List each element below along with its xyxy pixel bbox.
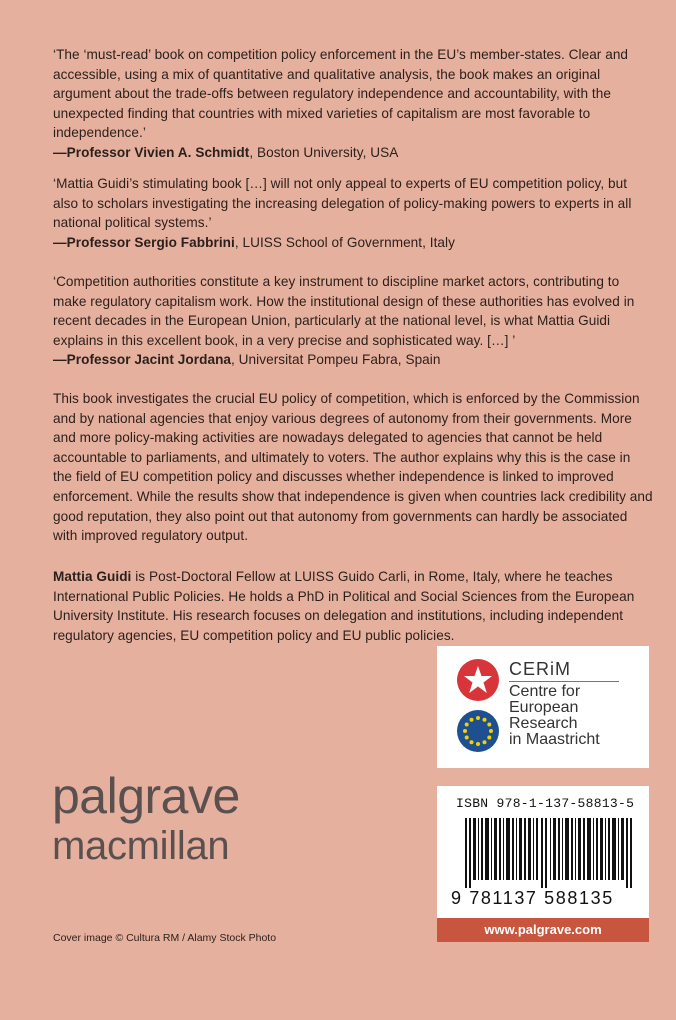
publisher-url[interactable]: www.palgrave.com bbox=[437, 918, 649, 942]
quote-author: —Professor Sergio Fabbrini bbox=[53, 234, 235, 250]
quote-text: ‘Mattia Guidi’s stimulating book […] will not only appeal to experts of EU competition policy, but also to scholars investigating the increasing delegation of policy-making powers to experts in all national political systems.’ bbox=[53, 176, 632, 231]
barcode-number: 9 781137 588135 bbox=[451, 888, 614, 908]
quote-attribution bbox=[53, 143, 653, 163]
publisher-line-1: palgrave bbox=[52, 768, 240, 824]
quote-author: —Professor Vivien A. Schmidt bbox=[53, 144, 250, 160]
cerim-brand: CERiM bbox=[509, 659, 571, 679]
cerim-logo bbox=[437, 646, 649, 768]
cover-image-credit: Cover image © Cultura RM / Alamy Stock Photo bbox=[53, 932, 277, 944]
eu-stars-icon bbox=[457, 710, 499, 752]
bio-text: is Post-Doctoral Fellow at LUISS Guido Carli, in Rome, Italy, where he teaches International Public Policies. He holds a PhD in Political and Social Sciences from the European University Institute. His research focuses on delegation and institutions, including independent regulatory agencies, EU competition policy and EU public policies. bbox=[53, 569, 635, 643]
cerim-line-4: in Maastricht bbox=[509, 731, 600, 748]
red-star-icon bbox=[457, 659, 499, 701]
quote-affiliation: , Universitat Pompeu Fabra, Spain bbox=[231, 352, 441, 368]
quote-fabbrini bbox=[53, 174, 653, 252]
quote-affiliation: , Boston University, USA bbox=[249, 144, 399, 160]
quote-schmidt bbox=[53, 45, 653, 163]
quote-attribution bbox=[53, 233, 653, 253]
quote-affiliation: , LUISS School of Government, Italy bbox=[234, 234, 455, 250]
cerim-divider bbox=[509, 681, 619, 682]
quote-text: ‘The ‘must-read’ book on competition policy enforcement in the EU’s member-states. Clear and accessible, using a mix of quantitative and qualitative analysis, the book makes an original argument about the trade-offs between regulatory independence and accountability, with the unexpected finding that countries with mixed varieties of capitalism are most favorable to independence.’ bbox=[53, 47, 629, 141]
isbn-label: ISBN 978-1-137-58813-5 bbox=[456, 796, 635, 811]
author-name: Mattia Guidi bbox=[53, 569, 132, 584]
quote-jordana bbox=[53, 272, 653, 370]
publisher-logo bbox=[52, 770, 240, 868]
quote-attribution bbox=[53, 350, 653, 370]
book-description bbox=[53, 389, 653, 546]
bio-paragraph bbox=[53, 567, 653, 645]
barcode-bars bbox=[465, 818, 637, 888]
publisher-line-2: macmillan bbox=[52, 824, 230, 868]
cerim-line-1: Centre for bbox=[509, 683, 581, 700]
cerim-line-2: European bbox=[509, 699, 579, 716]
cerim-line-3: Research bbox=[509, 715, 578, 732]
isbn-barcode bbox=[437, 786, 649, 918]
quote-text: ‘Competition authorities constitute a key instrument to discipline market actors, contributing to make regulatory capitalism work. How the institutional design of these authorities has evolved in recent decades in the European Union, particularly at the national level, is what Mattia Guidi explains in this excellent book, in a very precise and sophisticated way. […] ’ bbox=[53, 274, 635, 348]
author-bio bbox=[53, 567, 653, 645]
cerim-fullname bbox=[509, 684, 649, 748]
description-text: This book investigates the crucial EU policy of competition, which is enforced by the Commission and by national agencies that enjoy various degrees of autonomy from their governments. More and more policy-making activities are nowadays delegated to agencies that cannot be held accountable to parliaments, and ultimately to voters. The author explains why this is the case in the field of EU competition policy and discusses whether independence is linked to improved enforcement. While the results show that independence is given when countries lack credibility and good reputation, they also point out that autonomy from governments can hardly be associated with improved regulatory output. bbox=[53, 391, 653, 544]
quote-author: —Professor Jacint Jordana bbox=[53, 352, 232, 368]
